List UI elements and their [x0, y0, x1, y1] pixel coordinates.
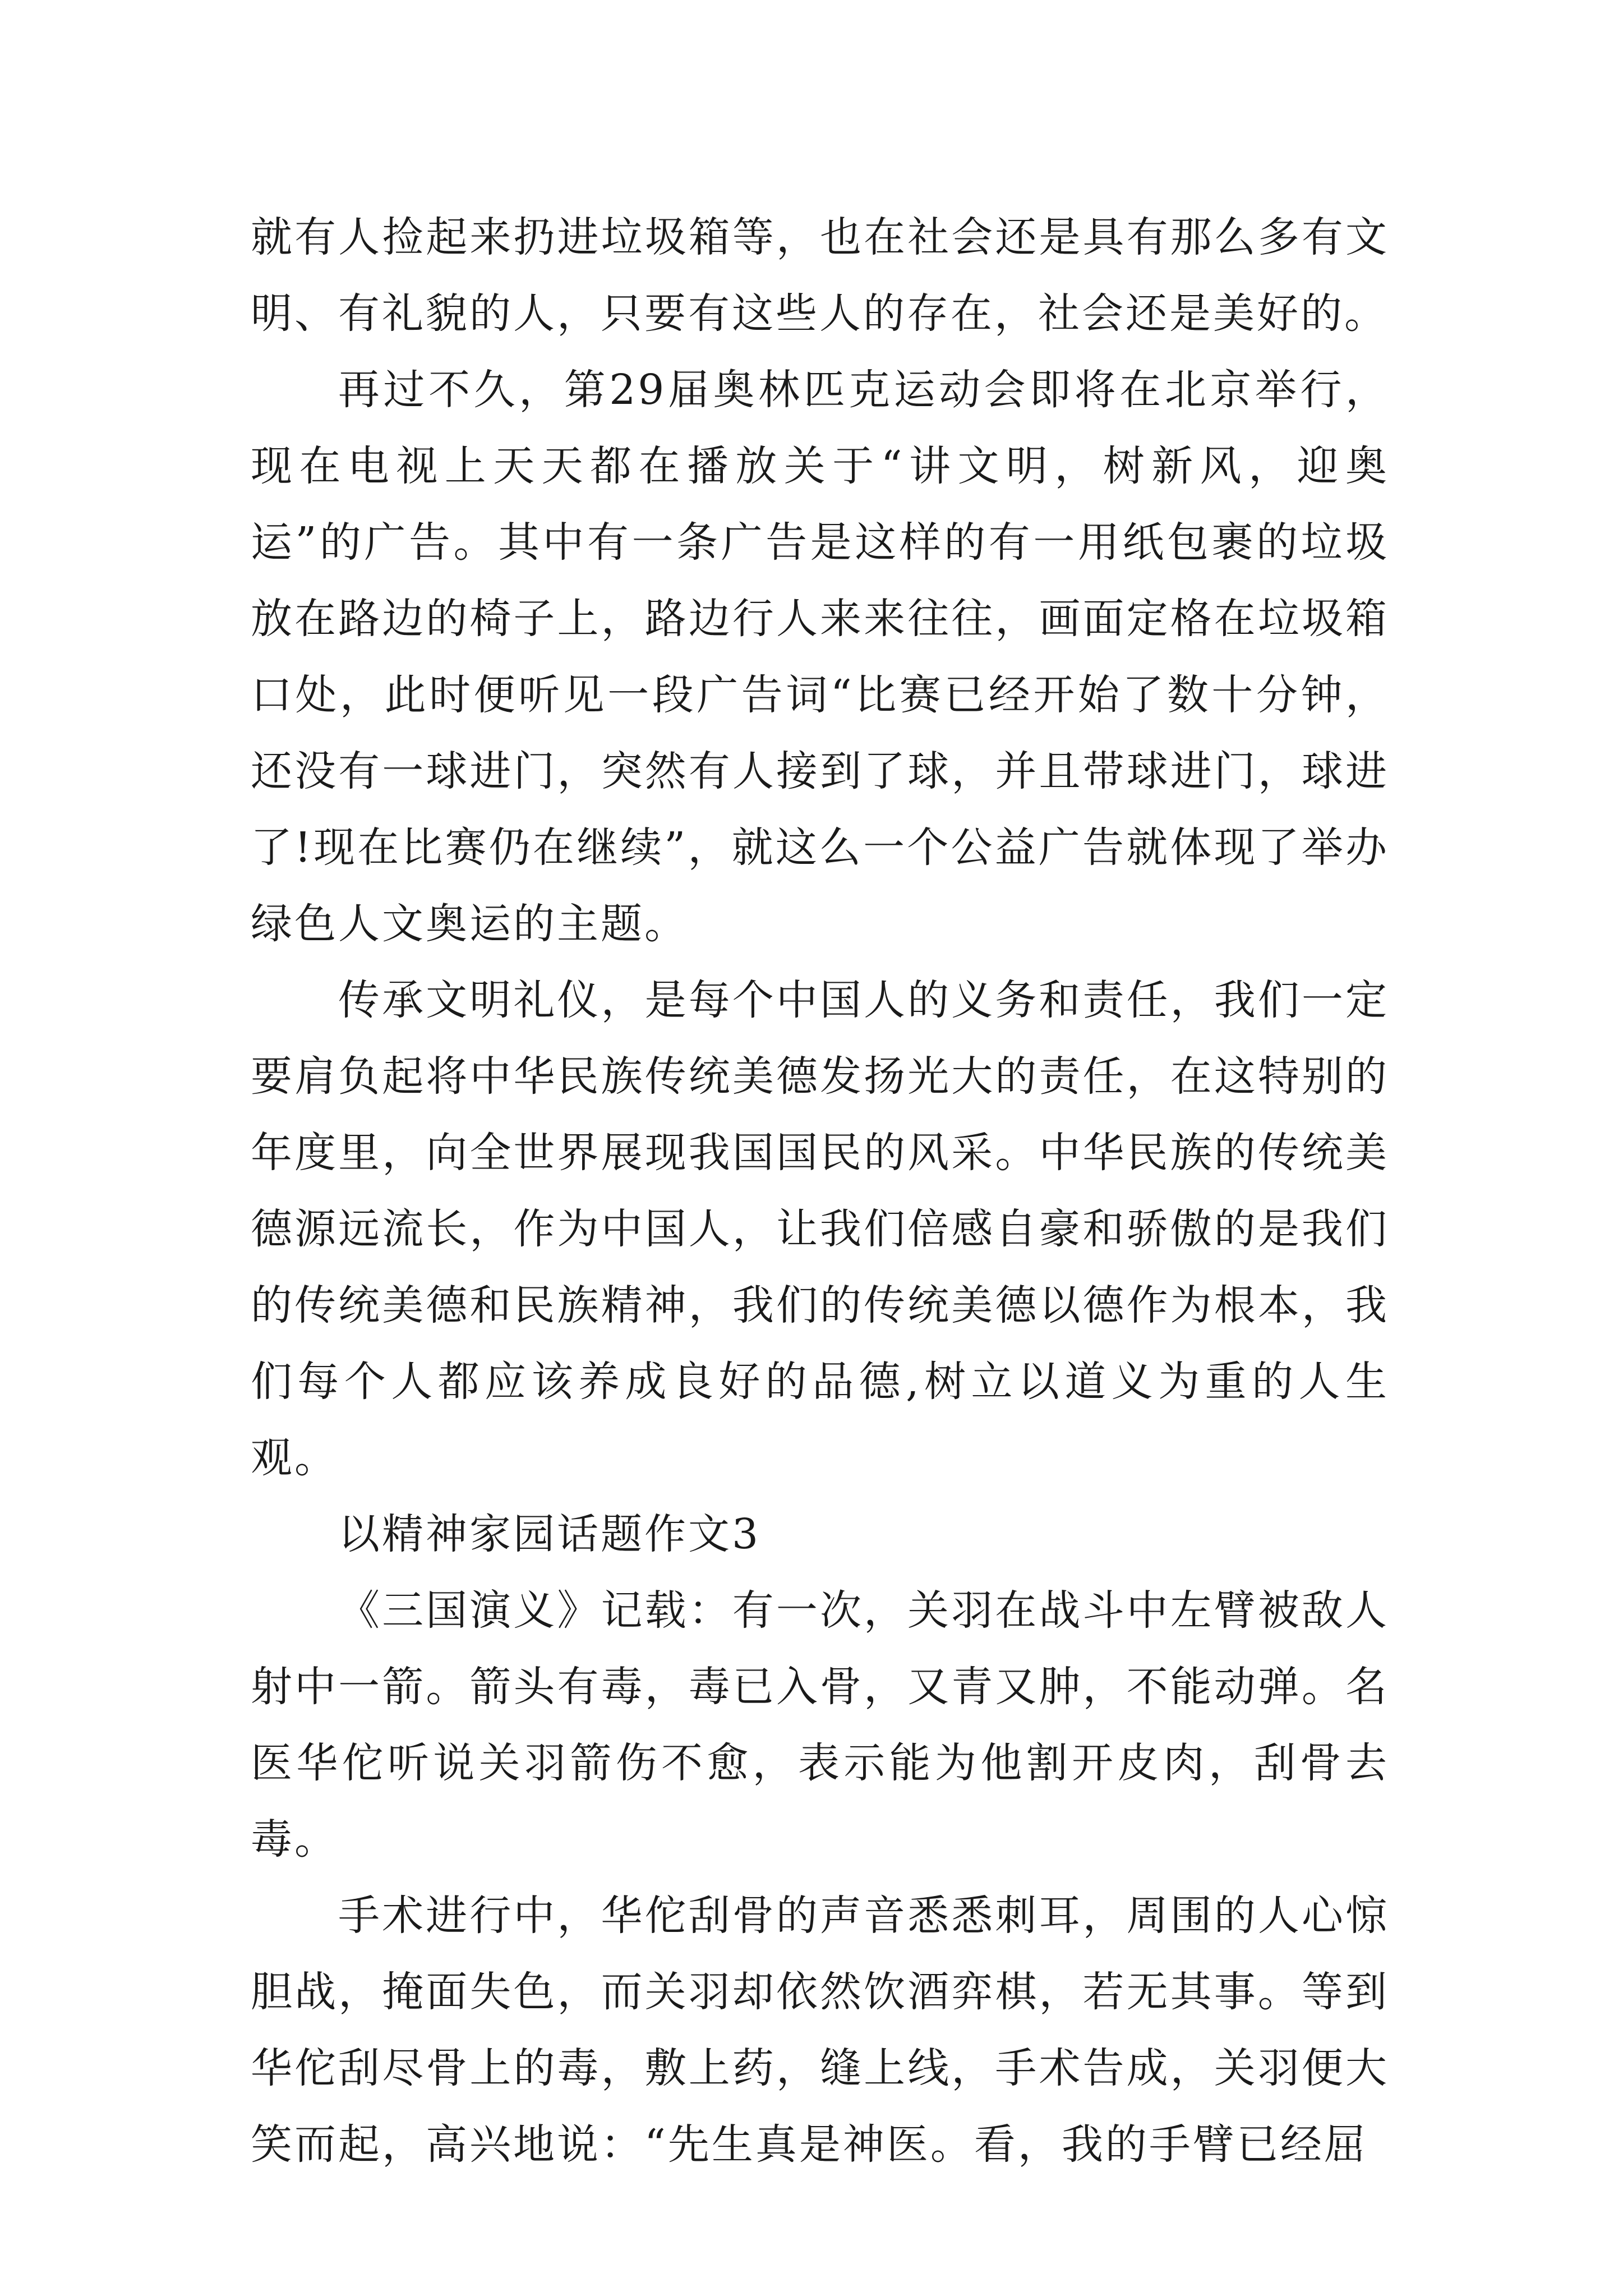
- paragraph-three-kingdoms: 《三国演义》记载：有一次，关羽在战斗中左臂被敌人射中一箭。箭头有毒，毒已入骨，又青又肿，不能动弹。名医华佗听说关羽箭伤不愈，表示能为他割开皮肉，刮骨去毒。: [251, 1586, 1389, 1864]
- paragraph-surgery: 手术进行中，华佗刮骨的声音悉悉刺耳，周围的人心惊胆战，掩面失色，而关羽却依然饮酒弈棋，若无其事。等到华佗刮尽骨上的毒，敷上药，缝上线，手术告成，关羽便大笑而起，高兴地说：“先生真是神医。看，我的手臂已经屈: [251, 1892, 1389, 2169]
- document-body: [251, 199, 1389, 2183]
- paragraph-civilization: 传承文明礼仪，是每个中国人的义务和责任，我们一定要肩负起将中华民族传统美德发扬光大的责任，在这特别的年度里，向全世界展现我国国民的风采。中华民族的传统美德源远流长，作为中国人，让我们倍感自豪和骄傲的是我们的传统美德和民族精神，我们的传统美德以德作为根本，我们每个人都应该养成良好的品德,树立以道义为重的人生观。: [251, 976, 1389, 1482]
- paragraph-olympics: 再过不久，第29届奥林匹克运动会即将在北京举行，现在电视上天天都在播放关于“讲文明，树新风，迎奥运”的广告。其中有一条广告是这样的有一用纸包裹的垃圾放在路边的椅子上，路边行人来来往往，画面定格在垃圾箱口处，此时便听见一段广告词“比赛已经开始了数十分钟，还没有一球进门，突然有人接到了球，并且带球进门，球进了!现在比赛仍在继续”，就这么一个公益广告就体现了举办绿色人文奥运的主题。: [251, 366, 1389, 948]
- section-heading: 以精神家园话题作文3: [338, 1510, 761, 1558]
- paragraph-continuation: 就有人捡起来扔进垃圾箱等，也在社会还是具有那么多有文明、有礼貌的人，只要有这些人的存在，社会还是美好的。: [251, 213, 1389, 338]
